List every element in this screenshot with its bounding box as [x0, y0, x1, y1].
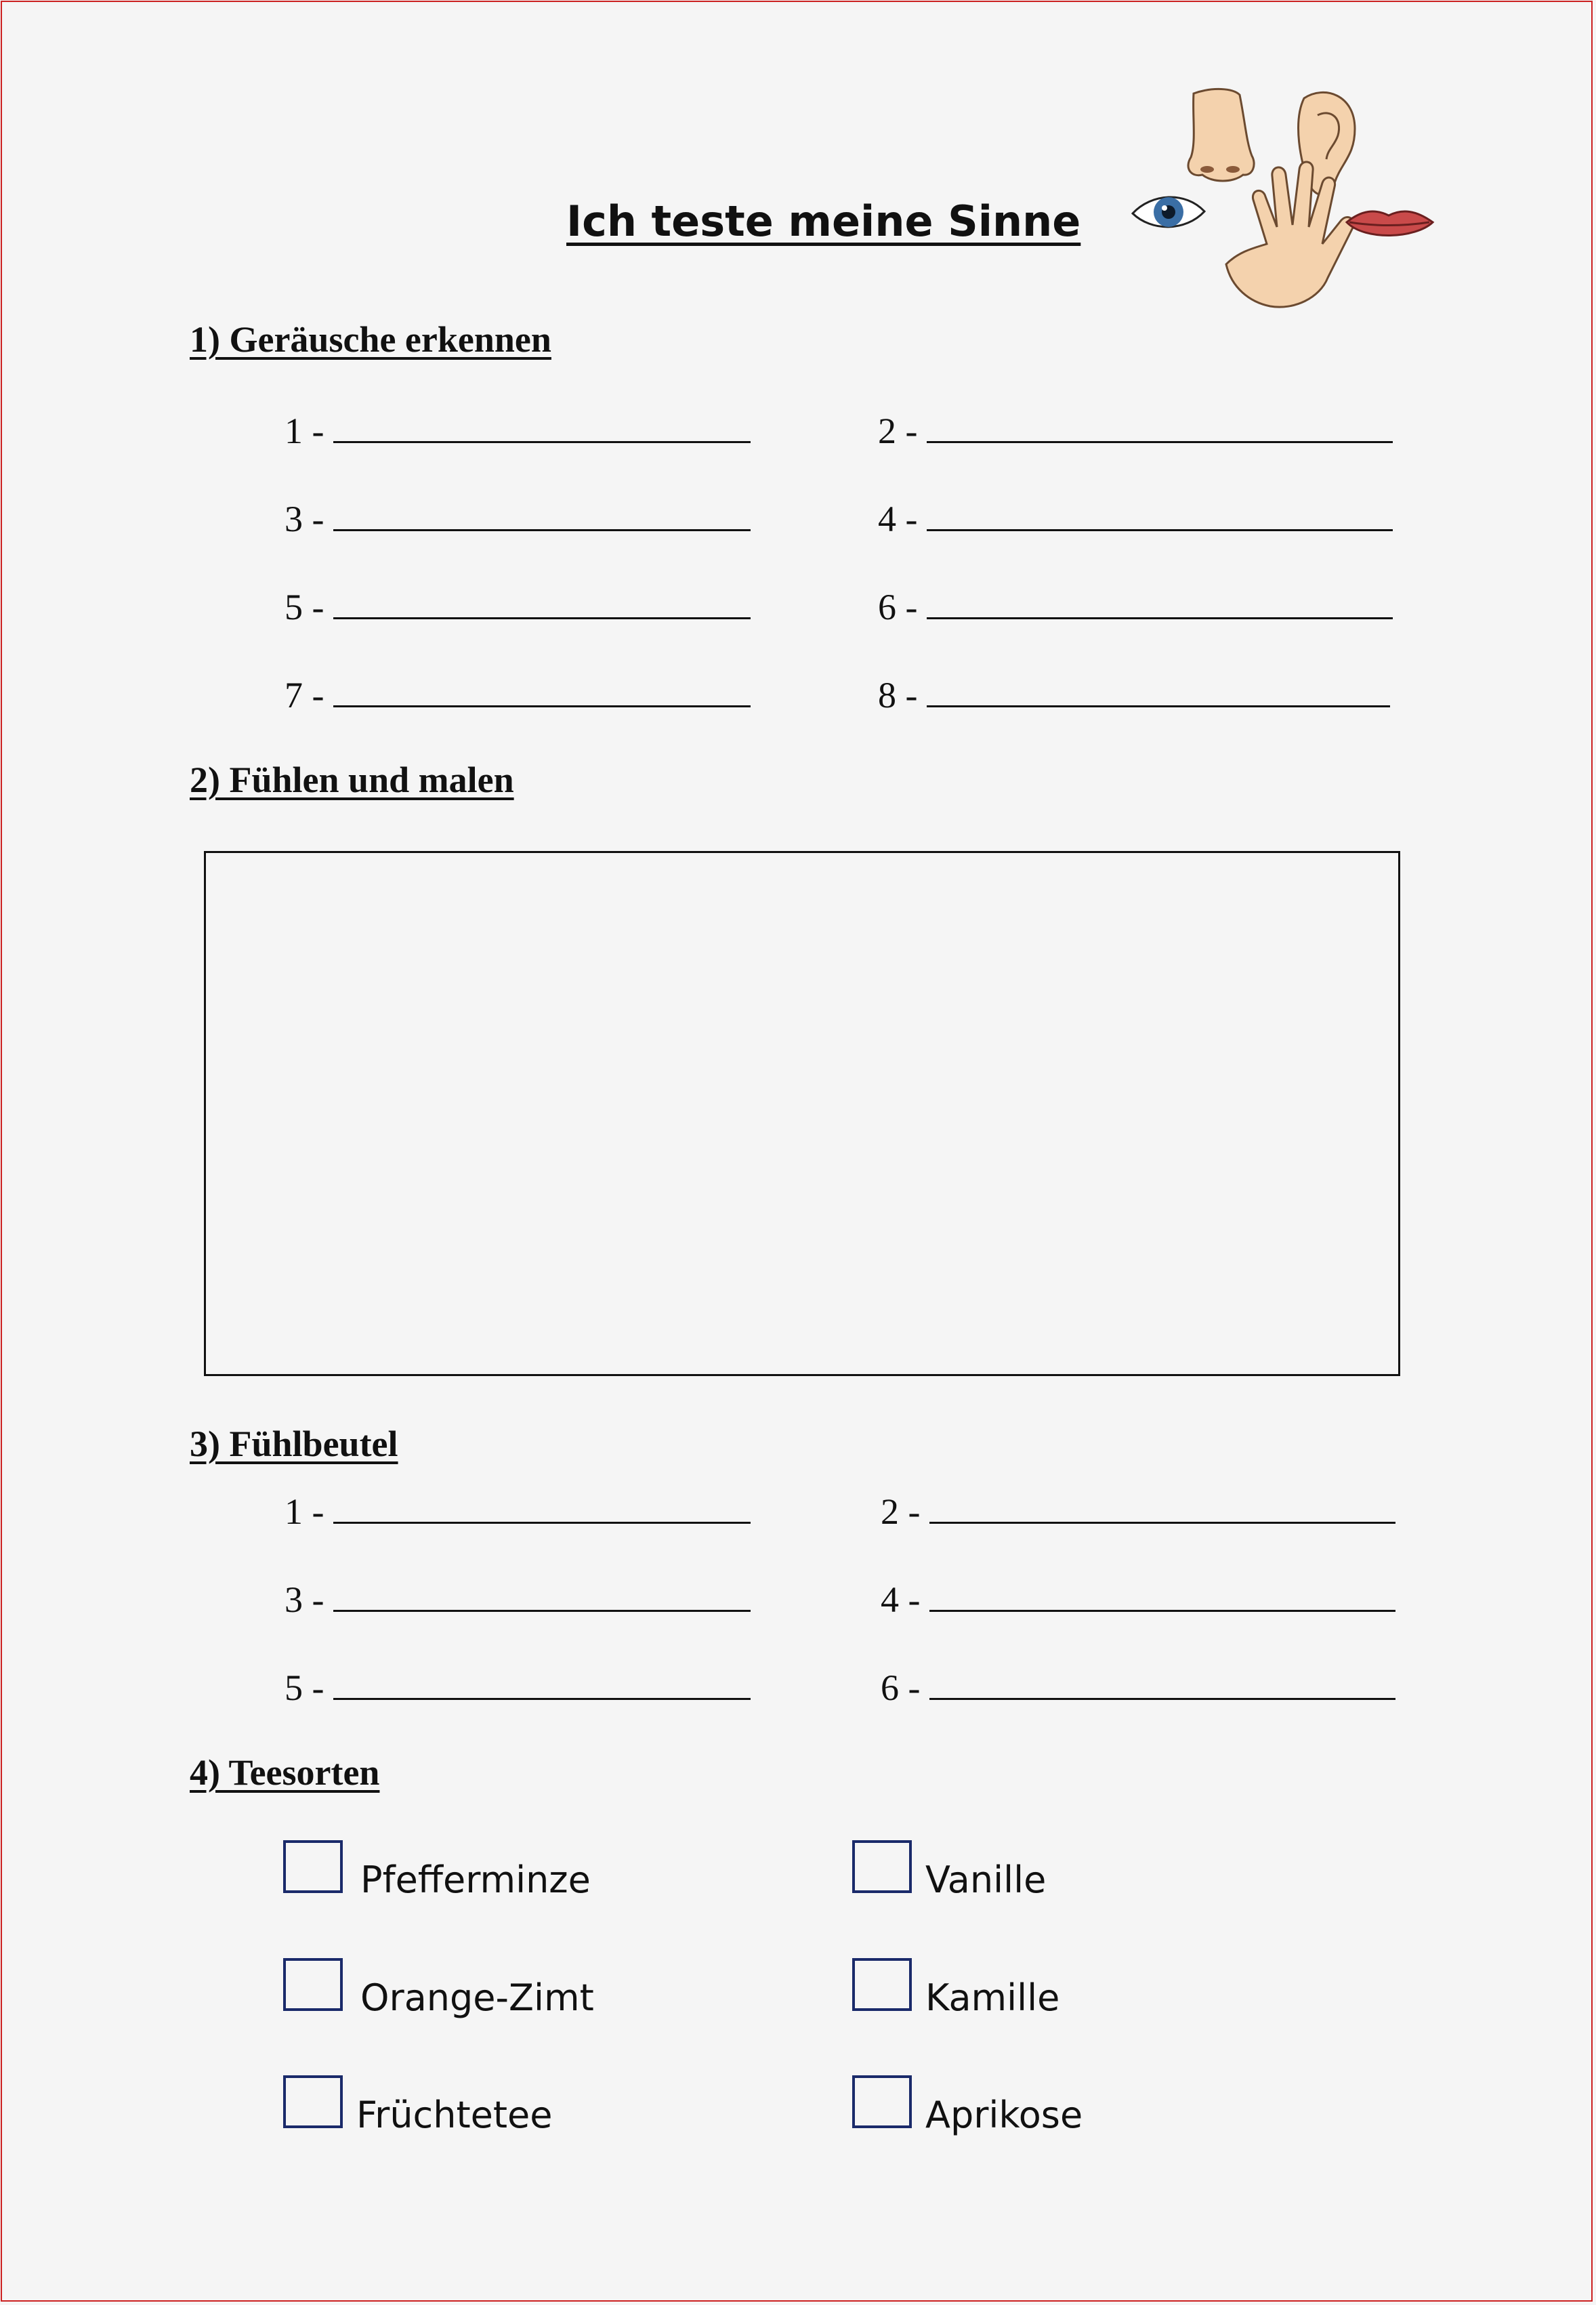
tea-option-kamille[interactable]	[852, 1958, 1060, 2019]
answer-number: 1 -	[285, 411, 324, 451]
answer-number: 2 -	[878, 411, 918, 451]
answer-blank[interactable]	[927, 589, 1393, 619]
answer-line[interactable]	[878, 674, 1390, 716]
answer-number: 5 -	[285, 587, 324, 627]
lips-icon	[1347, 211, 1433, 236]
answer-line[interactable]	[285, 586, 751, 628]
checkbox[interactable]	[283, 1840, 343, 1893]
answer-blank[interactable]	[927, 413, 1393, 443]
tea-option-label: Aprikose	[925, 2094, 1083, 2136]
answer-number: 4 -	[881, 1579, 921, 1620]
nose-icon	[1188, 89, 1254, 181]
tea-option-label: Früchtetee	[356, 2094, 553, 2136]
answer-number: 3 -	[285, 1579, 324, 1620]
tea-option-orange-zimt[interactable]	[283, 1958, 594, 2019]
answer-number: 8 -	[878, 675, 918, 715]
answer-blank[interactable]	[333, 677, 751, 707]
answer-blank[interactable]	[927, 677, 1390, 707]
answer-line[interactable]	[881, 1667, 1395, 1709]
answer-number: 4 -	[878, 499, 918, 539]
answer-blank[interactable]	[929, 1581, 1395, 1612]
tea-option-fruchtetee[interactable]	[283, 2075, 553, 2136]
checkbox[interactable]	[852, 1958, 912, 2011]
answer-line[interactable]	[878, 498, 1393, 540]
tea-option-label: Kamille	[925, 1976, 1060, 2019]
section-heading-fuhlen-malen: 2) Fühlen und malen	[190, 760, 514, 800]
answer-number: 3 -	[285, 499, 324, 539]
tea-option-label: Orange-Zimt	[360, 1976, 594, 2019]
tea-option-aprikose[interactable]	[852, 2075, 1083, 2136]
answer-blank[interactable]	[333, 1581, 751, 1612]
answer-line[interactable]	[285, 498, 751, 540]
answer-blank[interactable]	[929, 1669, 1395, 1700]
answer-line[interactable]	[878, 410, 1393, 452]
answer-number: 6 -	[881, 1667, 921, 1708]
section-heading-teesorten: 4) Teesorten	[190, 1752, 380, 1793]
drawing-area[interactable]	[204, 851, 1400, 1376]
answer-line[interactable]	[285, 410, 751, 452]
senses-illustration	[1131, 81, 1443, 318]
answer-blank[interactable]	[929, 1493, 1395, 1524]
checkbox[interactable]	[852, 2075, 912, 2128]
answer-line[interactable]	[285, 1667, 751, 1709]
answer-line[interactable]	[285, 674, 751, 716]
eye-icon	[1133, 197, 1204, 227]
answer-blank[interactable]	[333, 413, 751, 443]
tea-option-vanille[interactable]	[852, 1840, 1047, 1901]
checkbox[interactable]	[852, 1840, 912, 1893]
hand-icon	[1226, 162, 1353, 307]
answer-number: 6 -	[878, 587, 918, 627]
tea-option-label: Pfefferminze	[360, 1858, 591, 1901]
tea-option-pfefferminze[interactable]	[283, 1840, 591, 1901]
answer-blank[interactable]	[333, 1669, 751, 1700]
checkbox[interactable]	[283, 1958, 343, 2011]
answer-blank[interactable]	[927, 501, 1393, 531]
answer-blank[interactable]	[333, 589, 751, 619]
answer-line[interactable]	[285, 1579, 751, 1621]
answer-line[interactable]	[881, 1491, 1395, 1533]
answer-line[interactable]	[881, 1579, 1395, 1621]
tea-option-label: Vanille	[925, 1858, 1047, 1901]
answer-number: 2 -	[881, 1491, 921, 1532]
section-heading-gerausche: 1) Geräusche erkennen	[190, 319, 551, 360]
page-title: Ich teste meine Sinne	[566, 196, 1081, 246]
answer-blank[interactable]	[333, 501, 751, 531]
answer-line[interactable]	[285, 1491, 751, 1533]
section-heading-fuhlbeutel: 3) Fühlbeutel	[190, 1424, 398, 1464]
answer-line[interactable]	[878, 586, 1393, 628]
checkbox[interactable]	[283, 2075, 343, 2128]
answer-number: 7 -	[285, 675, 324, 715]
answer-blank[interactable]	[333, 1493, 751, 1524]
answer-number: 5 -	[285, 1667, 324, 1708]
answer-number: 1 -	[285, 1491, 324, 1532]
